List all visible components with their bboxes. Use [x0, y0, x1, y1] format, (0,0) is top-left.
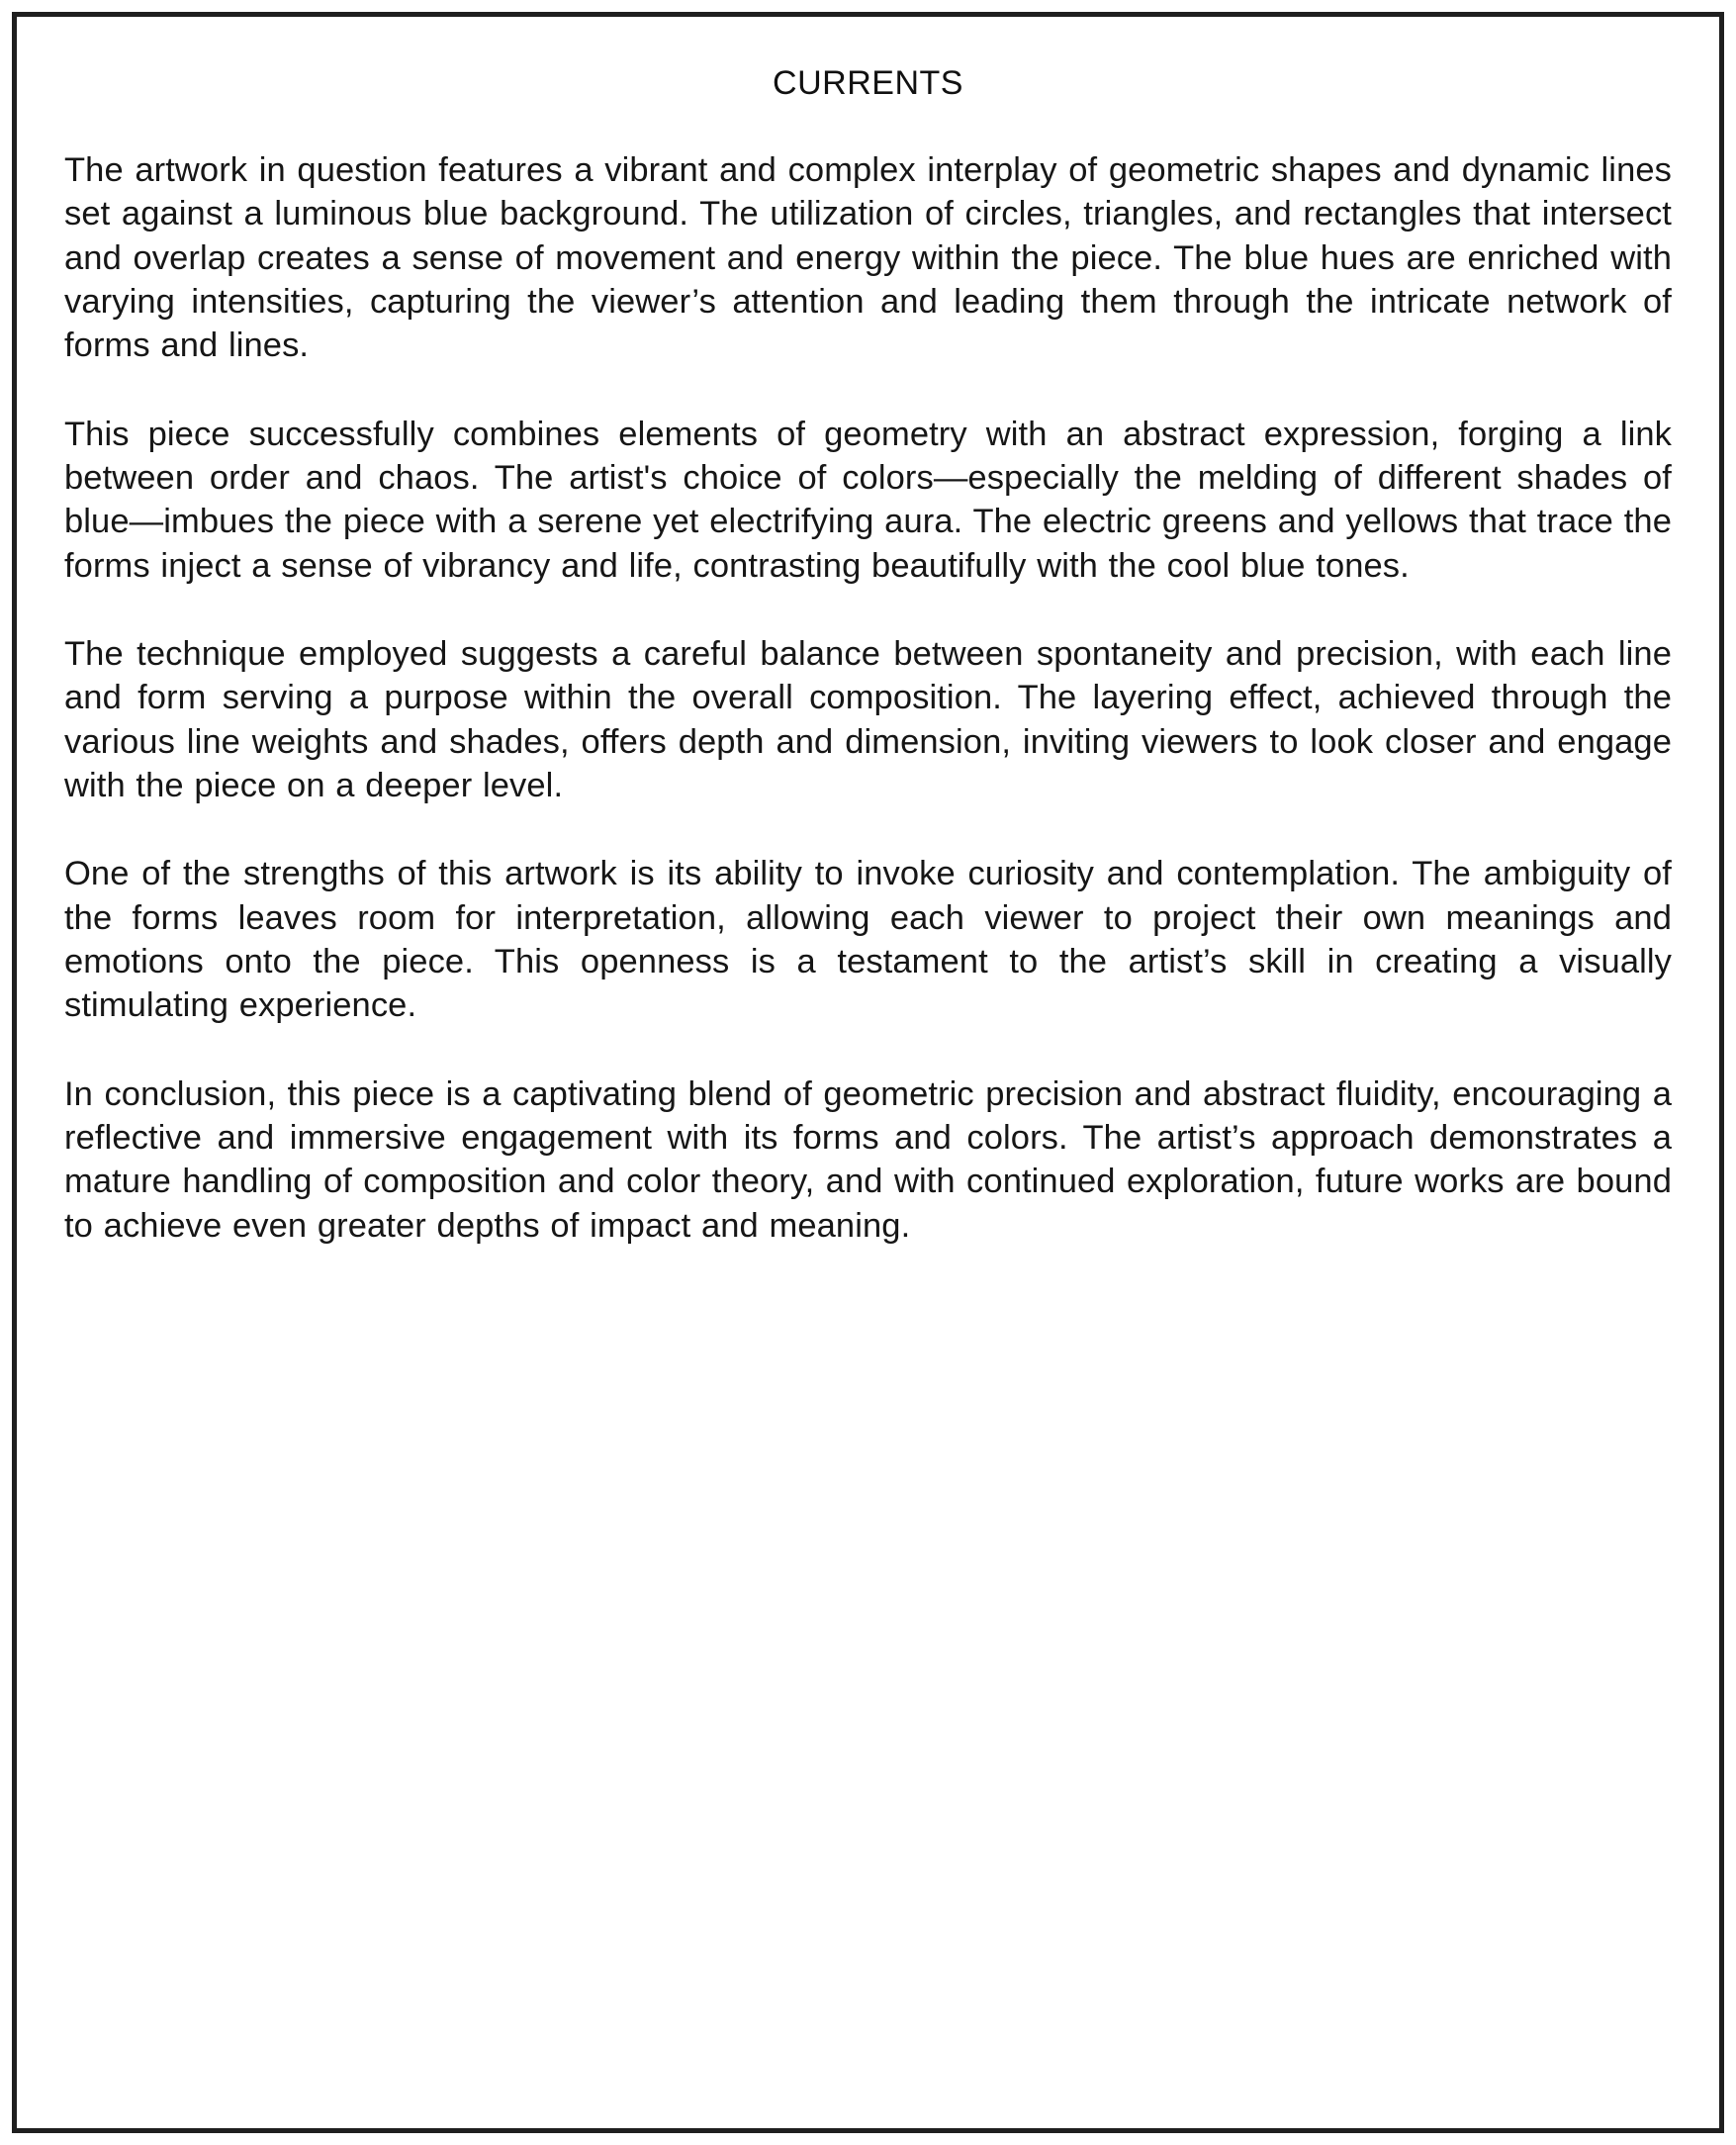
paragraph-5: In conclusion, this piece is a captivating blend of geometric precision and abstract fluidity, encouraging a reflective and immersive engagement with its forms and colors. The artist’s approach demonstrates a mature handling of composition and color theory, and with continued exploration, future works are bound to achieve even greater depths of impact and meaning.: [64, 1074, 1672, 1245]
paragraph-3: The technique employed suggests a careful balance between spontaneity and precision, with each line and form serving a purpose within the overall composition. The layering effect, achieved through the various line weights and shades, offers depth and dimension, inviting viewers to look closer and engage with the piece on a deeper level.: [64, 634, 1672, 804]
page-border-frame: [12, 12, 1724, 2133]
paragraph-2: This piece successfully combines elements of geometry with an abstract expression, forging a link between order and chaos. The artist's choice of colors—especially the melding of different shades of blue—imbues the piece with a serene yet electrifying aura. The electric greens and yellows that trace the forms inject a sense of vibrancy and life, contrasting beautifully with the cool blue tones.: [64, 415, 1672, 585]
document-body: [64, 148, 1672, 1248]
document-title: CURRENTS: [773, 64, 963, 102]
paragraph-1: The artwork in question features a vibrant and complex interplay of geometric shapes and dynamic lines set against a luminous blue background. The utilization of circles, triangles, and rectangles that intersect and overlap creates a sense of movement and energy within the piece. The blue hues are enriched with varying intensities, capturing the viewer’s attention and leading them through the intricate network of forms and lines.: [64, 151, 1672, 365]
paragraph-4: One of the strengths of this artwork is its ability to invoke curiosity and contemplation. The ambiguity of the forms leaves room for interpretation, allowing each viewer to project their own meanings and emotions onto the piece. This openness is a testament to the artist’s skill in creating a visually stimulating experience.: [64, 855, 1672, 1025]
